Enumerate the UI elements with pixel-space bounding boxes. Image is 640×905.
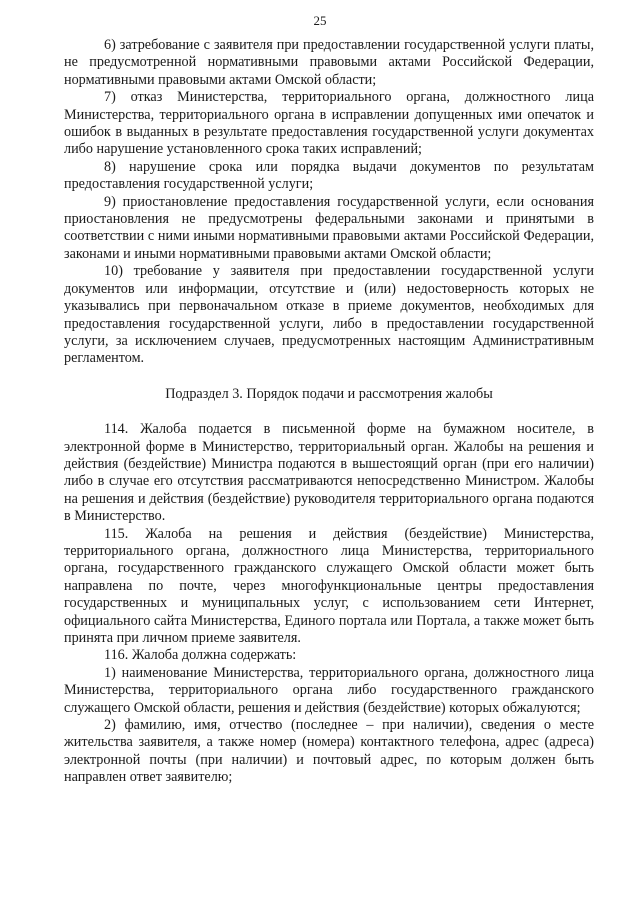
paragraph-114: 114. Жалоба подается в письменной форме на бумажном носителе, в электронной форме в Министерство, территориальный орган. Жалобы на решения и действия (бездействие) Министра подаются в вышестоящий орган (при его наличии) либо в случае его отсутствия рассматриваются непосредственно Министром. Жалобы на решения и действия (бездействие) руководителя территориального органа подаются в Министерство. [64, 421, 594, 525]
page-number: 25 [313, 13, 327, 28]
paragraph-116-item-1: 1) наименование Министерства, территориального органа, должностного лица Министерства, территориального органа либо государственного гражданского служащего Омской области, решения и действия (бездействие) которых обжалуются; [64, 664, 594, 716]
paragraph-item-9: 9) приостановление предоставления государственной услуги, если основания приостановления не предусмотрены федеральными законами и принятыми в соответствии с ними иными нормативными правовыми актами Российской Федерации, законами и иными нормативными правовыми актами Омской области; [64, 193, 594, 262]
paragraph-item-10: 10) требование у заявителя при предоставлении государственной услуги документов или информации, отсутствие и (или) недостоверность которых не указывались при первоначальном отказе в приеме документов, необходимых для предоставления государственной услуги, либо в предоставлении государственной услуги, за исключением случаев, предусмотренных настоящим Административным регламентом. [64, 263, 594, 367]
paragraph-116: 116. Жалоба должна содержать: [104, 647, 297, 664]
subsection-heading: Подраздел 3. Порядок подачи и рассмотрения жалобы [165, 385, 493, 402]
paragraph-item-8: 8) нарушение срока или порядка выдачи документов по результатам предоставления государственной услуги; [64, 158, 594, 193]
paragraph-item-7: 7) отказ Министерства, территориального органа, должностного лица Министерства, территориального органа в исправлении допущенных ими опечаток и ошибок в выданных в результате предоставления государственной услуги документах либо нарушение установленного срока таких исправлений; [64, 89, 594, 158]
document-body [64, 37, 594, 787]
paragraph-item-6: 6) затребование с заявителя при предоставлении государственной услуги платы, не предусмотренной нормативными правовыми актами Российской Федерации, нормативными правовыми актами Омской области; [64, 37, 594, 88]
paragraph-116-item-2: 2) фамилию, имя, отчество (последнее – при наличии), сведения о месте жительства заявителя, а также номер (номера) контактного телефона, адрес (адреса) электронной почты (при наличии) и почтовый адрес, по которым должен быть направлен ответ заявителю; [64, 717, 594, 786]
paragraph-115: 115. Жалоба на решения и действия (бездействие) Министерства, территориального органа, должностного лица Министерства, территориального органа, государственного гражданского служащего Омской области может быть направлена по почте, через многофункциональные центры предоставления государственных и муниципальных услуг, с использованием сети Интернет, официального сайта Министерства, Единого портала или Портала, а также может быть принята при личном приеме заявителя. [64, 525, 594, 646]
